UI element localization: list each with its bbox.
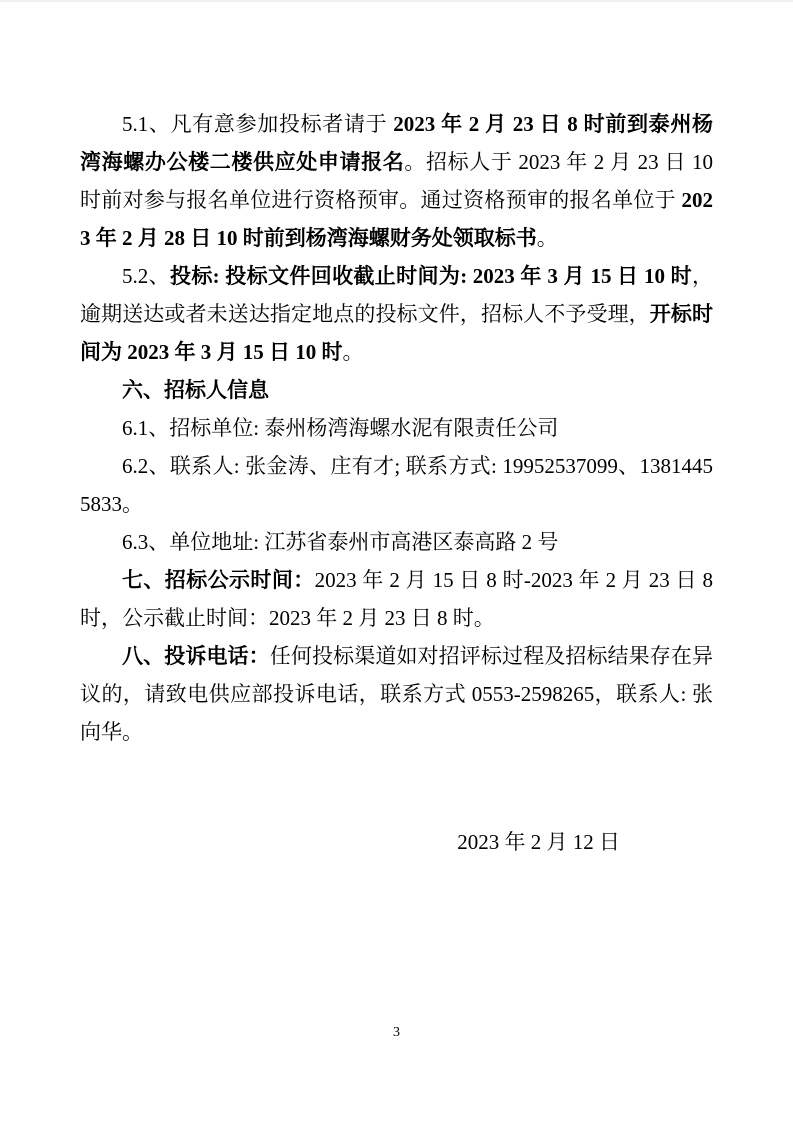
item-6-2 [80,447,713,523]
text-run: 5.2、 [122,264,170,288]
text-run: 。 [536,226,558,250]
heading-text: 八、投诉电话： [122,644,270,668]
date-line [80,823,713,861]
paragraph-5-1 [80,105,713,257]
text-run: 5.1、凡有意参加投标者请于 [122,112,394,136]
text-run-bold: 2023 年 2 月 28 日 10 时前到杨湾海螺财务处领取标书 [80,188,713,250]
item-6-1 [80,409,713,447]
heading-text: 七、招标公示时间： [122,568,315,592]
document-body [80,105,713,861]
paragraph-7 [80,561,713,637]
paragraph-5-2 [80,257,713,371]
page-number: 3 [393,1025,400,1040]
text-run-bold: 投标: 投标文件回收截止时间为: 2023 年 3 月 15 日 10 时 [169,264,692,288]
heading-text: 六、招标人信息 [122,378,269,402]
text-run-bold: 2023 年 2 月 23 日 8 时前到泰州杨湾海螺办公楼二楼供应处申请报名 [80,112,714,174]
text-run: 任何投标渠道如对招评标过程及招标结果存在异议的，请致电供应部投诉电话，联系方式 0553-2598265，联系人: 张向华。 [80,644,714,744]
text-run-bold: 开标时间为 2023 年 3 月 15 日 10 时 [80,302,714,364]
date-text: 2023 年 2 月 12 日 [457,830,620,854]
text-run: ，逾期送达或者未送达指定地点的投标文件，招标人不予受理， [80,264,713,326]
text-run: 6.3、单位地址: 江苏省泰州市高港区泰高路 2 号 [122,530,559,554]
section-heading-6 [80,371,713,409]
text-run: 2023 年 2 月 15 日 8 时-2023 年 2 月 23 日 8 时，公示截止时间：2023 年 2 月 23 日 8 时。 [80,568,714,630]
paragraph-8 [80,637,713,751]
text-run: 6.1、招标单位: 泰州杨湾海螺水泥有限责任公司 [122,416,559,440]
text-run: 。招标人于 2023 年 2 月 23 日 10 时前对参与报名单位进行资格预审。通过资格预审的报名单位于 [80,150,713,212]
text-run: 。 [342,340,364,364]
item-6-3 [80,523,713,561]
text-run: 6.2、联系人: 张金涛、庄有才; 联系方式: 19952537099、13814455833。 [80,454,713,516]
